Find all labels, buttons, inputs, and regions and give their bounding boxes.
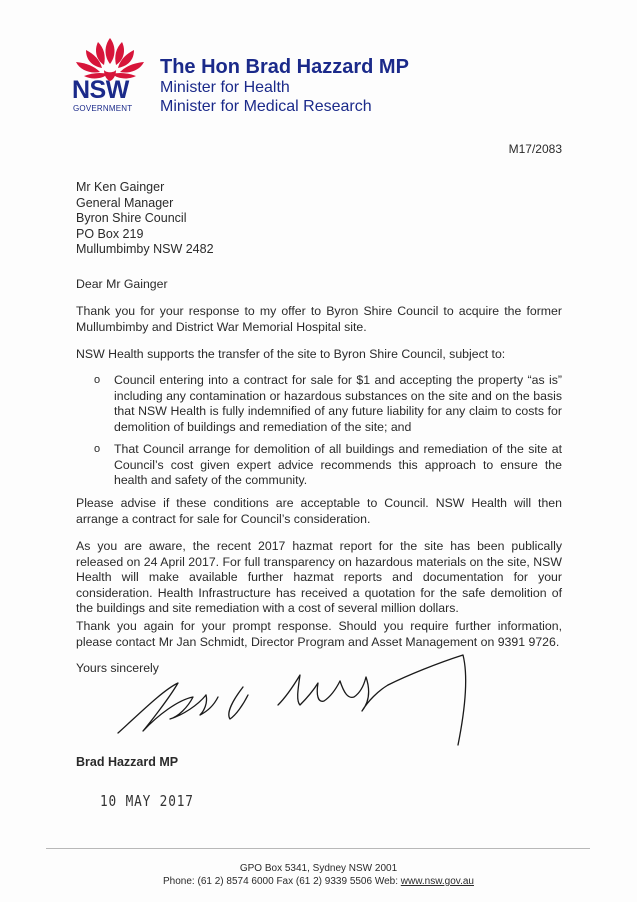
nsw-wordmark: NSW xyxy=(72,76,129,104)
condition-bullet xyxy=(94,373,562,435)
date-stamp: 10 MAY 2017 xyxy=(100,792,194,810)
paragraph-hazmat: As you are aware, the recent 2017 hazmat report for the site has been publically released on 24 April 2017. For full transparency on hazardous materials on the site, NSW Health will make available further hazmat reports and documentation for your consideration. Health Infrastructure has received a quotation for the safe demolition of the buildings and site remediation with a cost of several million dollars. xyxy=(76,539,562,615)
footer-phone-fax: Phone: (61 2) 8574 6000 Fax (61 2) 9339 5506 Web: xyxy=(163,876,401,887)
condition-text: That Council arrange for demolition of all buildings and remediation of the site at Council’s cost given expert advice recommends this approach to ensure the health and safety of the community. xyxy=(114,442,562,487)
minister-name: The Hon Brad Hazzard MP xyxy=(160,56,409,78)
address-line: General Manager xyxy=(76,195,174,210)
recipient-address xyxy=(76,180,214,258)
paragraph-advise: Please advise if these conditions are acceptable to Council. NSW Health will then arrange a contract for sale for Council’s consideration. xyxy=(76,496,562,526)
footer-contact xyxy=(0,876,637,887)
bullet-mark: o xyxy=(94,374,101,386)
address-line: Mr Ken Gainger xyxy=(76,180,165,194)
address-line: Byron Shire Council xyxy=(76,211,187,225)
closing: Yours sincerely xyxy=(76,661,159,675)
paragraph-intro: Thank you for your response to my offer to Byron Shire Council to acquire the former Mullumbimby and District War Memorial Hospital site. xyxy=(76,304,562,334)
paragraph-thanks: Thank you again for your prompt response. Should you require further information, please contact Mr Jan Schmidt, Director Program and Asset Management on 9391 9726. xyxy=(76,619,562,649)
footer-divider xyxy=(46,848,590,849)
minister-role-research: Minister for Medical Research xyxy=(160,98,372,115)
paragraph-conditions-lead: NSW Health supports the transfer of the site to Byron Shire Council, subject to: xyxy=(76,347,506,361)
handwritten-signature xyxy=(108,645,488,755)
signatory-name: Brad Hazzard MP xyxy=(76,755,179,769)
bullet-mark: o xyxy=(94,443,101,455)
condition-bullet xyxy=(94,442,562,489)
address-line: PO Box 219 xyxy=(76,226,144,241)
reference-number: M17/2083 xyxy=(508,142,562,156)
government-wordmark: GOVERNMENT xyxy=(73,104,133,113)
footer-postal-address: GPO Box 5341, Sydney NSW 2001 xyxy=(239,863,398,874)
condition-text: Council entering into a contract for sale for $1 and accepting the property “as is” including any contamination or hazardous substances on the site and on the basis that NSW Health is fully indemnified of any future liability for any claim to costs for demolition of buildings and remediation of the site; and xyxy=(114,373,562,434)
footer-web-link[interactable]: www.nsw.gov.au xyxy=(400,876,474,887)
salutation: Dear Mr Gainger xyxy=(76,277,168,291)
minister-role-health: Minister for Health xyxy=(160,79,290,96)
address-line: Mullumbimby NSW 2482 xyxy=(76,242,214,256)
